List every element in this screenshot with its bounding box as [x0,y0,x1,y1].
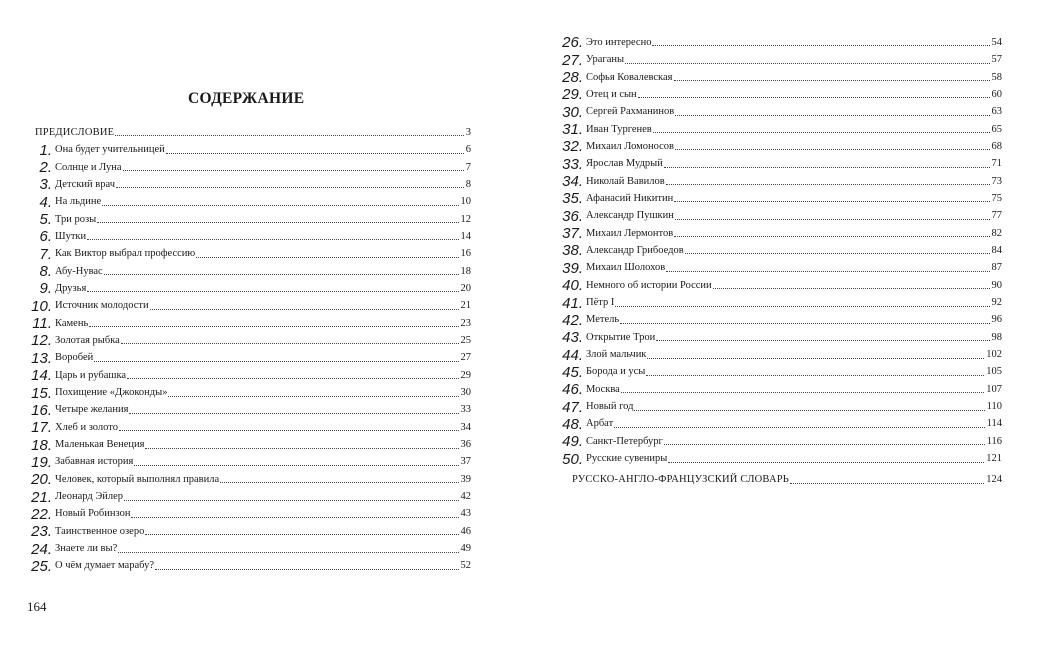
dot-leader [220,481,458,483]
toc-entry-page: 16 [460,248,471,260]
left-page [0,0,518,648]
toc-entry-number: 28. [562,69,583,87]
toc-entry-page: 75 [991,192,1002,204]
toc-entry-page: 105 [986,366,1002,378]
toc-entry-page: 102 [986,349,1002,361]
toc-entry-title: Абу-Нувас [55,265,103,277]
toc-entry-title: Ураганы [586,54,625,66]
toc-entry[interactable] [562,431,1002,451]
dot-leader [685,252,990,254]
toc-entry-page: 46 [460,525,471,537]
dot-leader [134,464,458,466]
toc-entry-number: 31. [562,121,583,139]
toc-entry-page: 7 [465,161,471,173]
toc-entry-number: 2. [39,159,52,177]
toc-entry-page: 71 [991,158,1002,170]
toc-entry-number: 18. [31,436,52,454]
toc-entry-page: 58 [991,71,1002,83]
toc-entry-title: Солнце и Луна [55,161,122,173]
toc-entry-title: Детский врач [55,178,116,190]
toc-entry-page: 68 [991,140,1002,152]
toc-entry-number: 16. [31,401,52,419]
dot-leader [713,287,990,289]
toc-entry-title: Новый Робинзон [55,508,131,520]
dot-leader [634,409,984,411]
toc-entry-title: Сергей Рахманинов [586,106,675,118]
toc-entry-number: 30. [562,103,583,121]
dot-leader [119,429,459,431]
toc-entry-page: 36 [460,439,471,451]
dot-leader [129,412,458,414]
dot-leader [168,395,458,397]
toc-entry[interactable] [31,139,471,159]
toc-entry-page: 73 [991,175,1002,187]
dot-leader [625,62,989,64]
toc-entry-title: Иван Тургенев [586,123,652,135]
toc-entry-page: 29 [460,369,471,381]
toc-entry-title: ПРЕДИСЛОВИЕ [35,126,115,138]
dot-leader [664,166,990,168]
toc-entry-title: Москва [586,383,620,395]
toc-entry-page: 110 [986,401,1002,413]
toc-entry-title: Николай Вавилов [586,175,665,187]
dot-leader [166,152,464,154]
dot-leader [675,218,990,220]
toc-entry-number: 13. [31,349,52,367]
contents-heading: СОДЕРЖАНИЕ [188,90,305,107]
toc-entry-preface[interactable] [31,122,471,139]
toc-entry-page: 96 [991,314,1002,326]
toc-entry[interactable] [562,32,1002,52]
dot-leader [145,533,458,535]
toc-entry-title: На льдине [55,196,102,208]
toc-entry-page: 49 [460,543,471,555]
dot-leader [123,169,464,171]
toc-entry-number: 50. [562,450,583,468]
dot-leader [87,238,458,240]
toc-entry-number: 10. [31,297,52,315]
toc-entry-number: 49. [562,433,583,451]
toc-entry-title: Друзья [55,282,87,294]
toc-entry-number: 9. [39,280,52,298]
toc-entry-title: Александр Грибоедов [586,244,684,256]
dot-leader [675,114,989,116]
toc-entry-title: Хлеб и золото [55,421,118,433]
toc-entry-page: 3 [465,126,471,138]
toc-entry-page: 84 [991,244,1002,256]
toc-entry-title: Камень [55,317,89,329]
toc-entry-number: 7. [39,245,52,263]
dot-leader [118,551,458,553]
toc-entry-title: Немного об истории России [586,279,712,291]
toc-entry-number: 5. [39,211,52,229]
toc-entry[interactable] [31,243,471,263]
dot-leader [104,273,459,275]
toc-entry-title: Александр Пушкин [586,210,674,222]
toc-entry-number: 46. [562,381,583,399]
toc-entry[interactable] [31,365,471,385]
toc-entry-title: РУССКО-АНГЛО-ФРАНЦУЗСКИЙ СЛОВАРЬ [572,474,790,486]
toc-entry[interactable] [31,417,471,437]
toc-entry[interactable] [31,382,471,402]
dot-leader [638,96,990,98]
toc-entry-title: Злой мальчик [586,349,647,361]
toc-entry[interactable] [31,486,471,506]
toc-entry-page: 87 [991,262,1002,274]
toc-entry-page: 25 [460,334,471,346]
dot-leader [647,357,984,359]
toc-entry[interactable] [562,188,1002,208]
toc-entry[interactable] [31,538,471,558]
toc-entry-page: 52 [460,560,471,572]
toc-entry-number: 12. [31,332,52,350]
dot-leader [675,148,989,150]
toc-entry-title: Леонард Эйлер [55,491,124,503]
toc-entry-page: 37 [460,456,471,468]
toc-entry[interactable] [562,327,1002,347]
toc-entry[interactable] [562,136,1002,156]
toc-entry[interactable] [31,209,471,229]
toc-entry-title: Шутки [55,230,87,242]
toc-entry-page: 20 [460,282,471,294]
toc-entry[interactable] [31,400,471,417]
dot-leader [674,79,990,81]
toc-entry[interactable] [562,414,1002,431]
toc-entry-page: 6 [465,144,471,156]
dot-leader [666,270,989,272]
toc-entry[interactable] [31,261,471,281]
toc-entry-page: 114 [986,418,1002,430]
dot-leader [196,256,458,258]
toc-entry-page: 82 [991,227,1002,239]
toc-entry[interactable] [562,67,1002,87]
dot-leader [790,482,984,484]
toc-entry[interactable] [31,347,471,367]
toc-entry-number: 26. [562,34,583,52]
toc-entry-title: Новый год [586,401,634,413]
toc-entry-title: Источник молодости [55,300,149,312]
toc-entry-title: Михаил Лермонтов [586,227,674,239]
toc-entry-title: Арбат [586,418,614,430]
toc-entry-page: 60 [991,88,1002,100]
toc-entry[interactable] [31,434,471,454]
toc-entry[interactable] [562,275,1002,295]
toc-entry-page: 54 [991,36,1002,48]
toc-entry-page: 39 [460,473,471,485]
toc-entry-number: 37. [562,225,583,243]
toc-entry-number: 47. [562,398,583,416]
toc-entry-page: 42 [460,491,471,503]
toc-entry-page: 63 [991,106,1002,118]
dot-leader [621,391,984,393]
toc-entry[interactable] [562,379,1002,399]
toc-entry-number: 45. [562,363,583,381]
toc-entry-number: 11. [32,315,52,333]
toc-entry[interactable] [31,504,471,521]
toc-entry-page: 57 [991,54,1002,66]
toc-entry-number: 6. [39,228,52,246]
toc-entry-number: 19. [31,453,52,471]
toc-entry-page: 27 [460,352,471,364]
dot-leader [656,339,989,341]
toc-entry-title: Она будет учительницей [55,144,165,156]
toc-entry-title: Михаил Шолохов [586,262,666,274]
toc-entry-number: 36. [562,207,583,225]
toc-entry[interactable] [562,396,1002,416]
toc-entry-title: Михаил Ломоносов [586,140,675,152]
toc-entry-number: 38. [562,242,583,260]
page-number: 164 [27,599,47,614]
toc-entry[interactable] [562,292,1002,312]
toc-entry-number: 35. [562,190,583,208]
toc-entry-number: 4. [39,193,52,211]
toc-entry-number: 44. [562,346,583,364]
toc-entry[interactable] [562,101,1002,121]
toc-entry[interactable] [562,153,1002,173]
toc-entry-page: 33 [460,404,471,416]
toc-entry[interactable] [562,171,1002,191]
toc-entry-page: 90 [991,279,1002,291]
toc-entry[interactable] [31,295,471,315]
toc-entry-title: Санкт-Петербург [586,435,663,447]
dot-leader [127,377,458,379]
toc-entry-page: 30 [460,387,471,398]
toc-entry-page: 23 [460,317,471,329]
dot-leader [653,131,990,133]
toc-entry-title: Ярослав Мудрый [586,158,663,170]
toc-entry-title: О чём думает марабу? [55,560,154,572]
dot-leader [131,516,458,518]
toc-entry-title: Софья Ковалевская [586,71,673,83]
toc-entry[interactable] [31,174,471,194]
toc-entry-page: 12 [460,213,471,225]
dot-leader [668,461,984,463]
toc-entry-number: 15. [31,384,52,402]
toc-entry[interactable] [562,448,1002,468]
toc-entry-page: 116 [986,435,1002,447]
toc-entry-page: 92 [991,297,1002,308]
toc-entry-title: Маленькая Венеция [55,439,145,451]
dot-leader [614,426,984,428]
toc-entry-title: Четыре желания [55,404,129,416]
toc-entry[interactable] [562,84,1002,104]
toc-entry[interactable] [562,310,1002,327]
dot-leader [674,200,989,202]
toc-entry[interactable] [31,313,471,333]
dot-leader [646,374,984,376]
toc-entry[interactable] [31,452,471,469]
dot-leader [155,568,459,570]
toc-entry-page: 77 [991,210,1002,222]
toc-entry-number: 42. [562,311,583,329]
dot-leader [145,447,458,449]
toc-entry[interactable] [31,556,471,573]
toc-entry-number: 25. [31,557,52,575]
dot-leader [97,221,458,223]
toc-entry-title: Похищение «Джоконды» [55,387,168,398]
toc-entry-number: 39. [562,259,583,277]
dot-leader [102,204,458,206]
toc-entry-number: 41. [562,294,583,312]
dot-leader [652,44,989,46]
toc-entry-number: 1. [39,141,52,159]
toc-entry-number: 23. [31,523,52,541]
toc-entry-number: 24. [31,540,52,558]
toc-list-right [562,32,1002,487]
dot-leader [674,235,989,237]
toc-entry-number: 8. [39,263,52,281]
toc-entry-page: 121 [986,453,1002,465]
toc-entry-page: 10 [460,196,471,208]
dot-leader [150,308,459,310]
toc-entry-title: Русские сувениры [586,453,668,465]
toc-entry-page: 124 [986,474,1002,486]
dot-leader [89,325,458,327]
toc-entry-number: 33. [562,155,583,173]
toc-entry-title: Золотая рыбка [55,334,120,346]
toc-entry-page: 18 [460,265,471,277]
toc-entry[interactable] [562,257,1002,277]
toc-list-left [31,122,471,573]
toc-entry-title: Воробей [55,352,94,364]
toc-entry-title: Открытие Трои [586,331,656,343]
toc-entry-number: 27. [562,51,583,69]
dot-leader [615,305,989,307]
toc-entry-title: Пётр I [586,297,615,308]
dot-leader [121,342,459,344]
toc-entry[interactable] [31,469,471,489]
toc-entry[interactable] [31,191,471,211]
dot-leader [116,186,464,188]
toc-entry-title: Как Виктор выбрал профессию [55,248,196,260]
toc-entry[interactable] [31,521,471,541]
toc-entry[interactable] [562,49,1002,69]
toc-entry-number: 34. [562,173,583,191]
toc-entry-number: 32. [562,138,583,156]
toc-entry-page: 43 [460,508,471,520]
toc-entry-number: 21. [31,488,52,506]
dot-leader [664,443,985,445]
dot-leader [620,322,989,324]
toc-entry[interactable] [562,344,1002,364]
dot-leader [115,134,464,136]
toc-entry-page: 8 [465,178,471,190]
toc-entry-title: Афанасий Никитин [586,192,674,204]
toc-entry-title: Это интересно [586,36,652,48]
dot-leader [666,183,990,185]
toc-entry-title: Забавная история [55,456,134,468]
toc-entry-number: 3. [39,176,52,194]
toc-entry-title: Отец и сын [586,88,637,100]
toc-entry-number: 14. [31,367,52,385]
toc-entry-number: 29. [562,86,583,104]
toc-entry[interactable] [31,330,471,350]
toc-entry-title: Три розы [55,213,97,225]
toc-entry-title: Борода и усы [586,366,646,378]
toc-entry-page: 65 [991,123,1002,135]
toc-entry-number: 17. [31,419,52,437]
dot-leader [87,290,458,292]
dot-leader [124,499,458,501]
toc-entry-number: 48. [562,415,583,433]
toc-entry-dictionary[interactable] [562,470,1002,487]
toc-entry-page: 107 [986,383,1002,395]
right-page [518,0,1037,648]
toc-entry-title: Человек, который выполнял правила [55,473,220,485]
toc-entry-title: Царь и рубашка [55,369,127,381]
toc-entry[interactable] [31,226,471,246]
toc-entry-title: Таинственное озеро [55,525,145,537]
toc-entry-page: 98 [991,331,1002,343]
toc-entry[interactable] [562,240,1002,260]
toc-entry-page: 21 [460,300,471,312]
toc-entry-number: 43. [562,329,583,347]
toc-entry-number: 20. [31,471,52,489]
toc-entry[interactable] [562,362,1002,379]
toc-entry-title: Знаете ли вы? [55,543,118,555]
dot-leader [94,360,458,362]
toc-entry-page: 34 [460,421,471,433]
toc-entry-title: Метель [586,314,620,326]
toc-entry-number: 40. [562,277,583,295]
toc-entry-number: 22. [31,505,52,523]
toc-entry[interactable] [31,157,471,177]
toc-entry-page: 14 [460,230,471,242]
toc-entry[interactable] [31,278,471,298]
toc-entry[interactable] [562,223,1002,243]
toc-entry[interactable] [562,119,1002,139]
toc-entry[interactable] [562,205,1002,225]
